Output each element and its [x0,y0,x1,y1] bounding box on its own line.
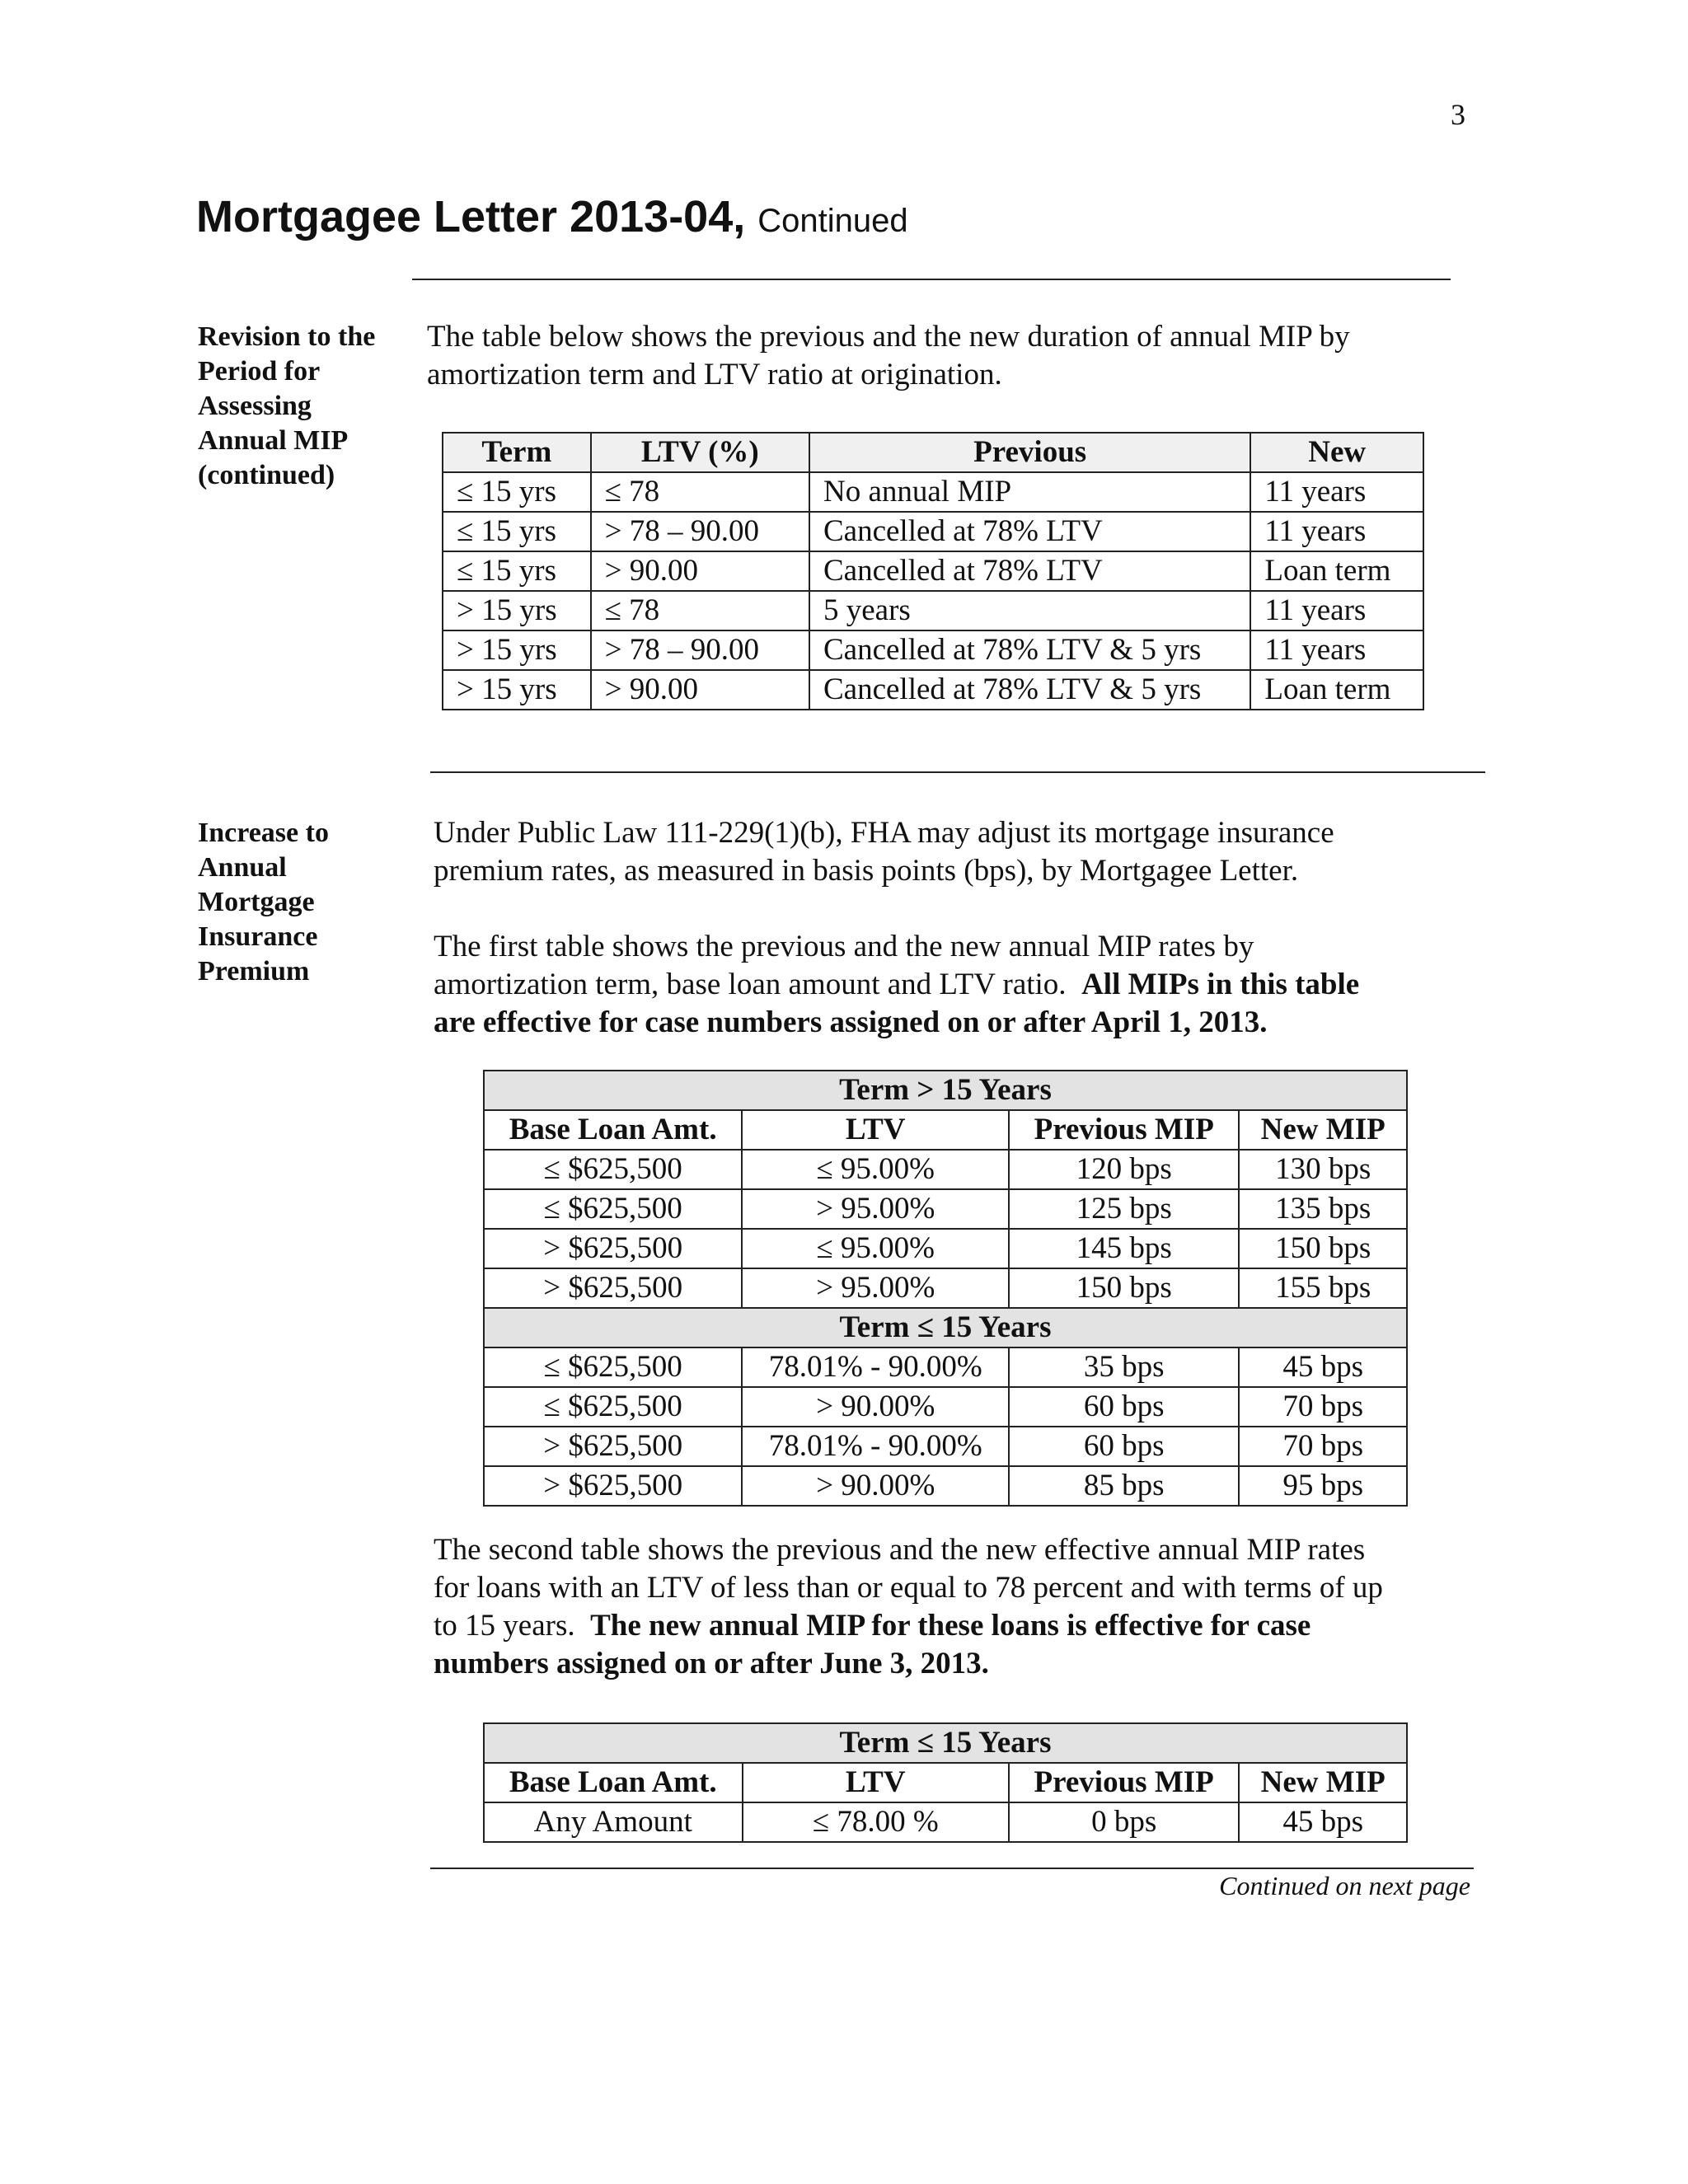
table-cell: 45 bps [1239,1802,1407,1842]
table-row [484,1268,1407,1308]
table-cell: 95 bps [1239,1466,1407,1506]
group-header: Term ≤ 15 Years [484,1723,1407,1763]
table-cell: Cancelled at 78% LTV [809,551,1250,591]
table-cell: 35 bps [1009,1347,1239,1387]
section2-heading-line: Annual [198,852,287,883]
table-cell: Cancelled at 78% LTV & 5 yrs [809,670,1250,710]
table-cell: > 78 – 90.00 [591,630,809,670]
table-cell: > $625,500 [484,1466,742,1506]
table-row [443,472,1423,512]
column-header: Base Loan Amt. [484,1110,742,1150]
column-header: Term [443,433,591,472]
column-header: New [1250,433,1423,472]
table-row [484,1150,1407,1189]
table-row [484,1189,1407,1229]
table-cell: > 78 – 90.00 [591,512,809,551]
continued-note: Continued on next page [1219,1871,1470,1900]
group-header: Term > 15 Years [484,1071,1407,1110]
table-cell: 0 bps [1009,1802,1239,1842]
table-cell: ≤ 95.00% [742,1150,1009,1189]
section2-paragraph-3 [434,1531,1383,1683]
section1-intro [427,318,1350,394]
mip-duration-table [442,432,1424,710]
paragraph-line [434,1645,1383,1683]
table-cell: > 90.00% [742,1466,1009,1506]
annual-mip-rates-table [483,1070,1408,1507]
table-cell: 85 bps [1009,1466,1239,1506]
table-cell: 135 bps [1239,1189,1407,1229]
table-cell: 130 bps [1239,1150,1407,1189]
table-cell: > 95.00% [742,1189,1009,1229]
paragraph-line: The first table shows the previous and the new annual MIP rates by [434,930,1254,963]
table-cell: > 95.00% [742,1268,1009,1308]
table-cell: 11 years [1250,591,1423,630]
intro-line: The table below shows the previous and the new duration of annual MIP by [427,320,1350,354]
table-cell: Any Amount [484,1802,743,1842]
table-cell: ≤ 95.00% [742,1229,1009,1268]
table-cell: 11 years [1250,472,1423,512]
table-cell: > 90.00% [742,1387,1009,1427]
table-cell: 125 bps [1009,1189,1239,1229]
plain-text: to 15 years. [434,1609,575,1643]
page-number: 3 [1451,98,1465,131]
table-row [443,512,1423,551]
plain-text: amortization term, base loan amount and LTV ratio. [434,968,1067,1001]
table-cell: Cancelled at 78% LTV & 5 yrs [809,630,1250,670]
title-main: Mortgagee Letter 2013-04, [196,192,746,241]
column-header: Previous MIP [1009,1110,1239,1150]
table-cell: > $625,500 [484,1268,742,1308]
table-cell: > 15 yrs [443,670,591,710]
table-cell: 60 bps [1009,1387,1239,1427]
table-cell: 5 years [809,591,1250,630]
bold-text: numbers assigned on or after June 3, 2013. [434,1647,989,1680]
column-header: Previous [809,433,1250,472]
table-cell: ≤ 15 yrs [443,512,591,551]
table-cell: > $625,500 [484,1229,742,1268]
group-header-row [484,1308,1407,1347]
section2-paragraph-1 [434,814,1334,890]
section1-heading-line: Revision to the [198,321,376,352]
section1-heading-line: Assessing [198,391,312,421]
table-cell: > 90.00 [591,670,809,710]
table-row [484,1802,1407,1842]
paragraph-line: Under Public Law 111-229(1)(b), FHA may adjust its mortgage insurance [434,816,1334,850]
table-cell: > $625,500 [484,1427,742,1466]
section1-heading-line: Period for [198,356,321,387]
table-cell: ≤ $625,500 [484,1387,742,1427]
table-cell: ≤ $625,500 [484,1150,742,1189]
table-cell: ≤ $625,500 [484,1347,742,1387]
column-header: Base Loan Amt. [484,1763,743,1802]
table-row [443,670,1423,710]
table-row [443,630,1423,670]
bold-text: are effective for case numbers assigned on or after April 1, 2013. [434,1005,1268,1039]
column-header: LTV [743,1763,1009,1802]
table-cell: ≤ 15 yrs [443,472,591,512]
table-cell: 150 bps [1239,1229,1407,1268]
table-cell: 11 years [1250,630,1423,670]
table-cell: 155 bps [1239,1268,1407,1308]
bold-text: All MIPs in this table [1081,968,1360,1001]
section2-paragraph-2 [434,928,1359,1042]
paragraph-line: premium rates, as measured in basis points (bps), by Mortgagee Letter. [434,854,1299,888]
section1-heading [198,320,396,493]
table-cell: 70 bps [1239,1427,1407,1466]
section1-heading-line: (continued) [198,460,335,490]
section2-heading-line: Increase to [198,818,329,848]
column-header: LTV (%) [591,433,809,472]
bold-text: The new annual MIP for these loans is effective for case [590,1609,1311,1643]
group-header-row [484,1071,1407,1110]
column-header: LTV [742,1110,1009,1150]
section2-heading-line: Mortgage [198,887,315,917]
table-row [484,1427,1407,1466]
low-ltv-mip-table [483,1722,1408,1843]
table-row [443,551,1423,591]
table-row [484,1229,1407,1268]
section1-heading-line: Annual MIP [198,425,349,456]
table-cell: ≤ 78 [591,472,809,512]
table-row [484,1387,1407,1427]
table-cell: Cancelled at 78% LTV [809,512,1250,551]
table-cell: Loan term [1250,670,1423,710]
table-cell: 78.01% - 90.00% [742,1427,1009,1466]
paragraph-line: for loans with an LTV of less than or equal to 78 percent and with terms of up [434,1571,1383,1605]
column-header: New MIP [1239,1110,1407,1150]
table-cell: 145 bps [1009,1229,1239,1268]
paragraph-line [434,1607,1383,1645]
table-cell: 11 years [1250,512,1423,551]
group-header-row [484,1723,1407,1763]
table-row [484,1466,1407,1506]
column-header: New MIP [1239,1763,1407,1802]
table-row [443,591,1423,630]
section2-heading-line: Insurance [198,921,318,952]
table-header-row [443,433,1423,472]
table-cell: > 90.00 [591,551,809,591]
table-cell: > 15 yrs [443,630,591,670]
page-title [196,191,908,242]
table-cell: 150 bps [1009,1268,1239,1308]
column-header: Previous MIP [1009,1763,1239,1802]
table-cell: > 15 yrs [443,591,591,630]
table-header-row [484,1110,1407,1150]
table-row [484,1347,1407,1387]
table-cell: Loan term [1250,551,1423,591]
paragraph-line [434,1004,1359,1042]
table-cell: ≤ 78 [591,591,809,630]
table-cell: 60 bps [1009,1427,1239,1466]
paragraph-line: The second table shows the previous and the new effective annual MIP rates [434,1533,1366,1567]
intro-line: amortization term and LTV ratio at origination. [427,358,1002,391]
table-cell: ≤ $625,500 [484,1189,742,1229]
table-cell: 45 bps [1239,1347,1407,1387]
section-divider [430,771,1485,773]
table-cell: ≤ 15 yrs [443,551,591,591]
table-header-row [484,1763,1407,1802]
table-cell: 78.01% - 90.00% [742,1347,1009,1387]
section2-heading [198,816,396,989]
paragraph-line [434,966,1359,1004]
section2-heading-line: Premium [198,956,310,987]
table-cell: 70 bps [1239,1387,1407,1427]
title-continued: Continued [757,203,908,239]
bottom-rule [430,1868,1474,1869]
table-cell: 120 bps [1009,1150,1239,1189]
table-cell: ≤ 78.00 % [743,1802,1009,1842]
top-rule [412,279,1451,280]
group-header: Term ≤ 15 Years [484,1308,1407,1347]
table-cell: No annual MIP [809,472,1250,512]
